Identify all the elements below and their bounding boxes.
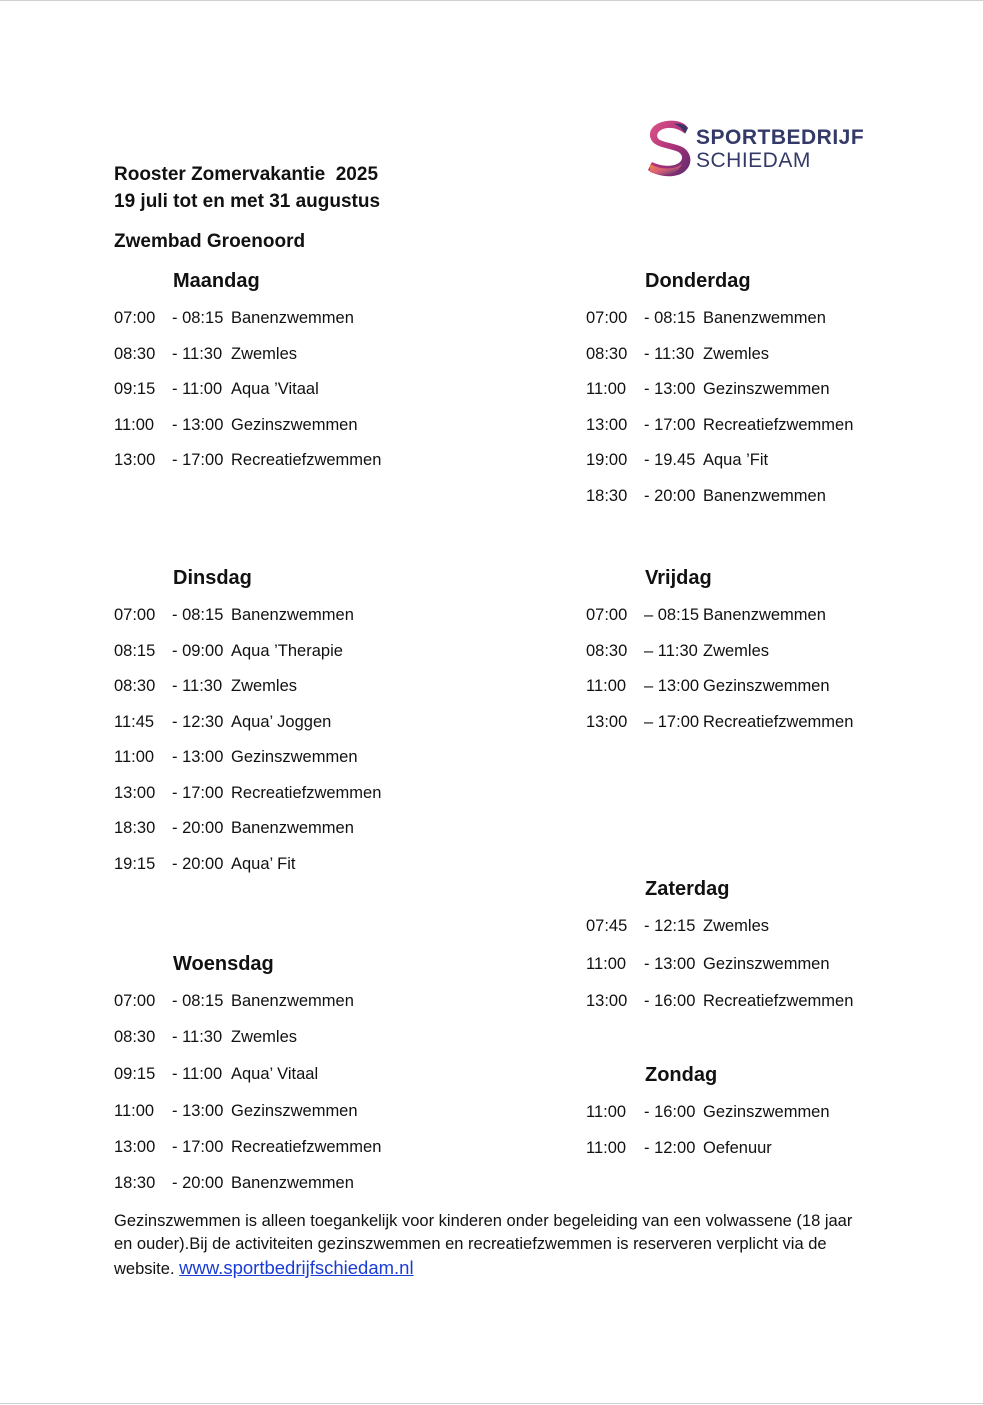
- day-title: Maandag: [173, 270, 260, 292]
- start-time: 18:30: [114, 1173, 156, 1192]
- start-time: 13:00: [586, 992, 628, 1010]
- footer-text: Gezinszwemmen is alleen toegankelijk voor kinderen onder begeleiding van een volwassene (18 jaar en ouder).Bij de activiteiten gezinszwemmen en recreatiefzwemmen is reserveren verplicht via de website.: [114, 1212, 853, 1278]
- activity-name: Aqua’ Joggen: [231, 712, 332, 731]
- activity-name: Aqua’ Vitaal: [231, 1065, 319, 1083]
- activity-name: Aqua ’Fit: [703, 451, 769, 469]
- day-donderdag: [586, 270, 854, 505]
- start-time: 13:00: [114, 451, 156, 469]
- activity-name: Banenzwemmen: [231, 309, 354, 327]
- activity-name: Aqua ’Vitaal: [231, 380, 319, 398]
- start-time: 13:00: [586, 712, 628, 731]
- day-woensdag: [114, 953, 382, 1192]
- pool-name: Zwembad Groenoord: [114, 231, 306, 252]
- end-time: - 12:30: [172, 712, 224, 731]
- activity-name: Gezinszwemmen: [703, 677, 830, 695]
- day-title: Zaterdag: [645, 878, 730, 900]
- website-link[interactable]: www.sportbedrijfschiedam.nl: [179, 1257, 414, 1278]
- day-title: Dinsdag: [173, 567, 252, 589]
- end-time: - 20:00: [172, 1173, 224, 1192]
- start-time: 08:30: [114, 677, 156, 695]
- activity-name: Oefenuur: [703, 1139, 772, 1157]
- end-time: - 11:30: [172, 677, 223, 695]
- end-time: - 17:00: [172, 783, 224, 802]
- activity-name: Recreatiefzwemmen: [231, 783, 382, 802]
- end-time: - 09:00: [172, 641, 224, 660]
- start-time: 11:45: [114, 712, 155, 731]
- start-time: 07:00: [586, 309, 628, 327]
- sportbedrijf-logo: [644, 118, 864, 184]
- end-time: - 19.45: [644, 451, 696, 469]
- end-time: - 11:00: [172, 1065, 223, 1083]
- end-time: - 12:00: [644, 1139, 696, 1157]
- activity-name: Banenzwemmen: [703, 309, 826, 327]
- end-time: - 11:30: [172, 344, 223, 363]
- start-time: 09:15: [114, 1065, 156, 1083]
- end-time: - 11:30: [644, 344, 695, 363]
- activity-name: Gezinszwemmen: [703, 955, 830, 973]
- end-time: - 20:00: [644, 486, 696, 505]
- start-time: 08:30: [114, 344, 156, 363]
- end-time: - 08:15: [172, 606, 224, 624]
- end-time: - 13:00: [172, 748, 224, 766]
- logo-line-1: SPORTBEDRIJF: [696, 126, 865, 149]
- end-time: - 16:00: [644, 1103, 696, 1121]
- top-border: [0, 0, 983, 1]
- day-title: Vrijdag: [645, 567, 712, 589]
- activity-name: Zwemles: [231, 677, 298, 695]
- footer-note: [114, 1210, 874, 1281]
- start-time: 11:00: [586, 955, 627, 973]
- end-time: - 13:00: [644, 380, 696, 398]
- bottom-border: [0, 1403, 983, 1404]
- day-zaterdag: [586, 878, 854, 1010]
- day-zondag: [586, 1064, 830, 1157]
- page-title: Rooster Zomervakantie 2025: [114, 164, 379, 185]
- start-time: 11:00: [586, 380, 627, 398]
- activity-name: Aqua’ Fit: [231, 854, 296, 873]
- end-time: - 08:15: [172, 309, 224, 327]
- day-title: Woensdag: [173, 953, 274, 975]
- day-title: Donderdag: [645, 270, 751, 292]
- start-time: 07:00: [114, 309, 156, 327]
- start-time: 19:00: [586, 451, 628, 469]
- start-time: 11:00: [114, 748, 155, 766]
- logo-line-2: SCHIEDAM: [696, 149, 811, 172]
- start-time: 11:00: [114, 415, 155, 434]
- end-time: - 13:00: [172, 415, 224, 434]
- day-maandag: [114, 270, 382, 469]
- day-dinsdag: [114, 567, 382, 873]
- end-time: - 20:00: [172, 854, 224, 873]
- end-time: – 17:00: [644, 712, 700, 731]
- activity-name: Gezinszwemmen: [231, 1102, 358, 1120]
- activity-name: Banenzwemmen: [231, 992, 354, 1010]
- end-time: - 13:00: [172, 1102, 224, 1120]
- activity-name: Gezinszwemmen: [703, 380, 830, 398]
- start-time: 08:30: [586, 344, 628, 363]
- end-time: - 17:00: [644, 415, 696, 434]
- start-time: 13:00: [586, 415, 628, 434]
- end-time: - 11:00: [172, 380, 223, 398]
- start-time: 13:00: [114, 783, 156, 802]
- end-time: - 08:15: [644, 309, 696, 327]
- activity-name: Recreatiefzwemmen: [231, 1138, 382, 1156]
- start-time: 08:30: [586, 641, 628, 660]
- start-time: 19:15: [114, 854, 156, 873]
- activity-name: Recreatiefzwemmen: [703, 415, 854, 434]
- activity-name: Zwemles: [231, 1028, 298, 1046]
- start-time: 18:30: [114, 819, 156, 837]
- start-time: 11:00: [586, 1139, 627, 1157]
- start-time: 18:30: [586, 486, 628, 505]
- start-time: 07:00: [586, 606, 628, 624]
- activity-name: Banenzwemmen: [703, 486, 826, 505]
- activity-name: Banenzwemmen: [231, 819, 354, 837]
- activity-name: Zwemles: [703, 344, 770, 363]
- activity-name: Gezinszwemmen: [703, 1103, 830, 1121]
- s-logo-icon: [644, 118, 694, 182]
- day-vrijdag: [586, 567, 854, 731]
- day-title: Zondag: [645, 1064, 718, 1086]
- end-time: - 16:00: [644, 992, 696, 1010]
- start-time: 11:00: [114, 1102, 155, 1120]
- start-time: 11:00: [586, 1103, 627, 1121]
- start-time: 08:15: [114, 641, 156, 660]
- activity-name: Banenzwemmen: [231, 606, 354, 624]
- page-subtitle: 19 juli tot en met 31 augustus: [114, 191, 381, 212]
- start-time: 08:30: [114, 1028, 156, 1046]
- activity-name: Banenzwemmen: [703, 606, 826, 624]
- activity-name: Recreatiefzwemmen: [231, 451, 382, 469]
- activity-name: Gezinszwemmen: [231, 748, 358, 766]
- end-time: - 11:30: [172, 1028, 223, 1046]
- end-time: - 20:00: [172, 819, 224, 837]
- end-time: – 11:30: [644, 641, 698, 660]
- activity-name: Zwemles: [703, 917, 770, 935]
- end-time: - 08:15: [172, 992, 224, 1010]
- end-time: – 08:15: [644, 606, 700, 624]
- activity-name: Zwemles: [703, 641, 770, 660]
- end-time: - 17:00: [172, 451, 224, 469]
- activity-name: Recreatiefzwemmen: [703, 992, 854, 1010]
- activity-name: Gezinszwemmen: [231, 415, 358, 434]
- start-time: 13:00: [114, 1138, 156, 1156]
- activity-name: Banenzwemmen: [231, 1173, 354, 1192]
- start-time: 09:15: [114, 380, 156, 398]
- start-time: 07:00: [114, 606, 156, 624]
- end-time: - 17:00: [172, 1138, 224, 1156]
- end-time: – 13:00: [644, 677, 700, 695]
- end-time: - 12:15: [644, 917, 696, 935]
- activity-name: Aqua ’Therapie: [231, 641, 343, 660]
- end-time: - 13:00: [644, 955, 696, 973]
- start-time: 07:00: [114, 992, 156, 1010]
- start-time: 11:00: [586, 677, 627, 695]
- activity-name: Recreatiefzwemmen: [703, 712, 854, 731]
- activity-name: Zwemles: [231, 344, 298, 363]
- start-time: 07:45: [586, 917, 628, 935]
